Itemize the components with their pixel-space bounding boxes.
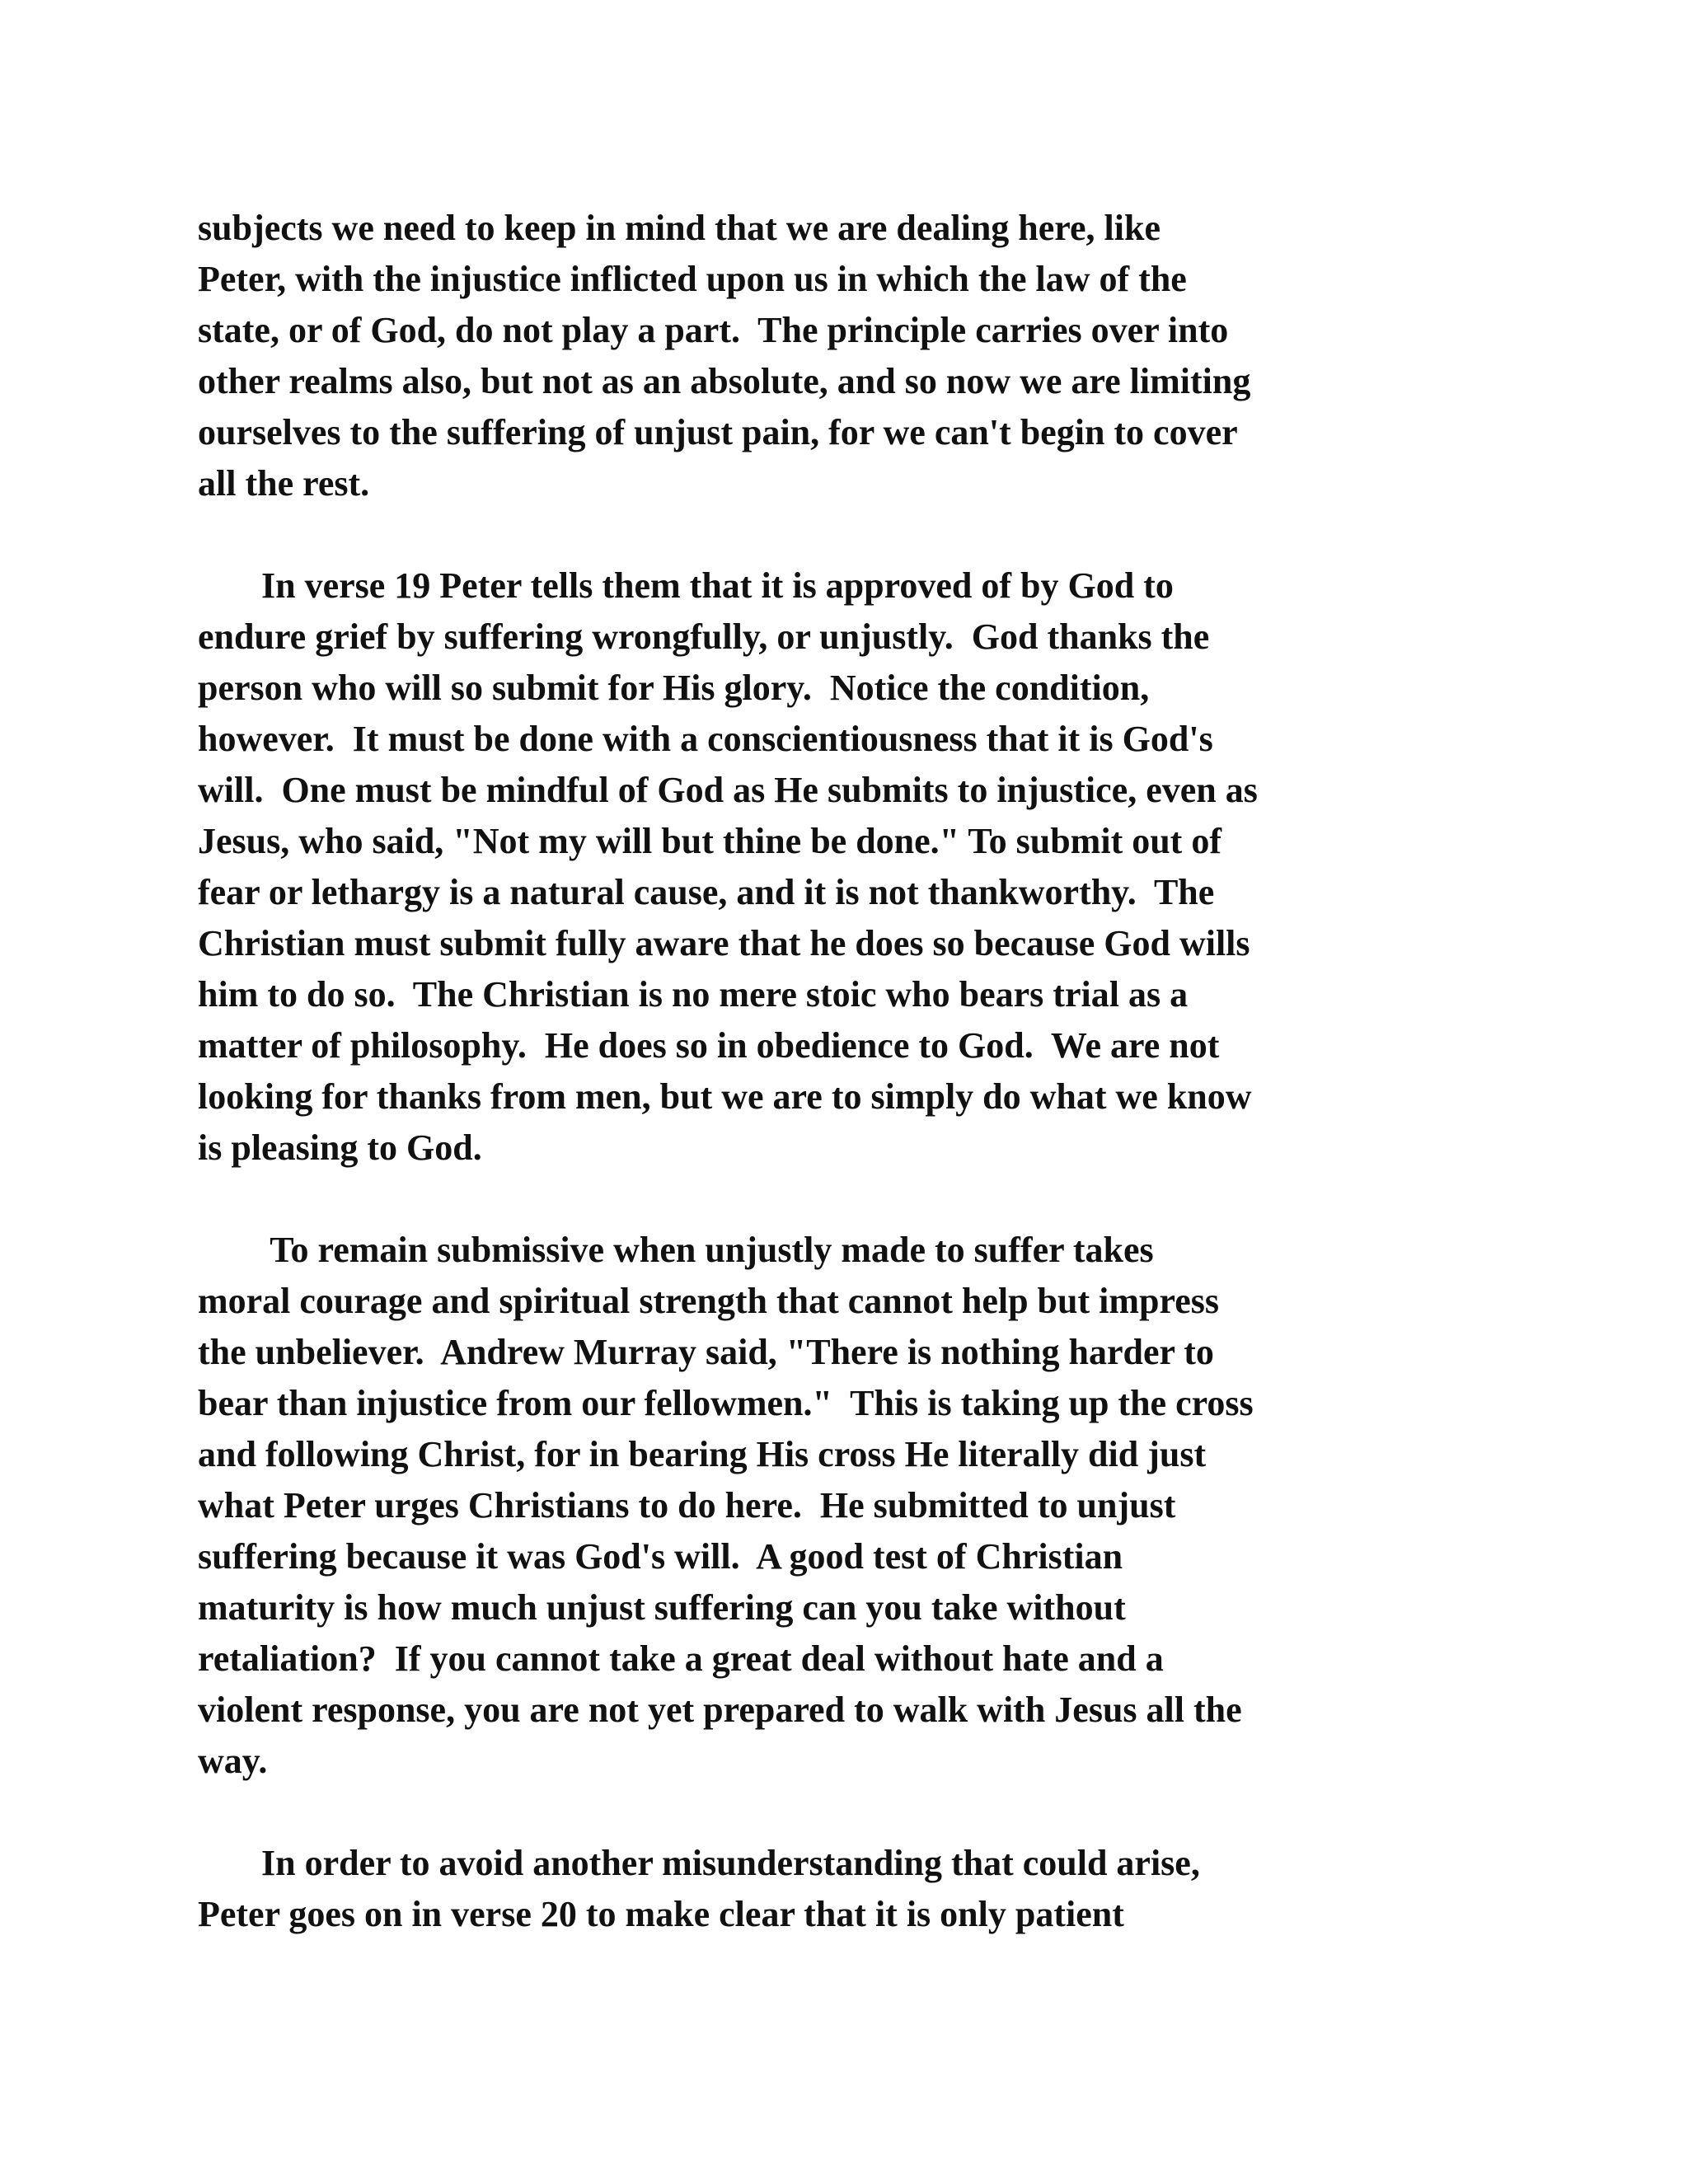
text-line: In verse 19 Peter tells them that it is approved of by God to <box>198 565 1174 606</box>
text-line: retaliation? If you cannot take a great deal without hate and a <box>198 1638 1164 1679</box>
text-line: matter of philosophy. He does so in obedience to God. We are not <box>198 1025 1220 1066</box>
paragraph-gap <box>198 1787 1517 1838</box>
paragraph-gap <box>198 509 1517 560</box>
text-line: however. It must be done with a conscientiousness that it is God's <box>198 719 1213 759</box>
text-line: all the rest. <box>198 463 370 504</box>
paragraph-4 <box>198 1838 1517 1940</box>
text-line: violent response, you are not yet prepared to walk with Jesus all the <box>198 1690 1242 1730</box>
text-line: In order to avoid another misunderstanding that could arise, <box>198 1843 1200 1883</box>
text-line: Jesus, who said, "Not my will but thine be done." To submit out of <box>198 821 1221 861</box>
body-text <box>198 203 1517 1940</box>
paragraph-3 <box>198 1225 1517 1787</box>
text-line: other realms also, but not as an absolute, and so now we are limiting <box>198 361 1251 401</box>
text-line: bear than injustice from our fellowmen." This is taking up the cross <box>198 1383 1254 1423</box>
text-line: fear or lethargy is a natural cause, and it is not thankworthy. The <box>198 872 1215 912</box>
paragraph-2 <box>198 560 1517 1174</box>
text-line: will. One must be mindful of God as He submits to injustice, even as <box>198 770 1258 810</box>
text-line: person who will so submit for His glory. Notice the condition, <box>198 668 1150 708</box>
text-line: what Peter urges Christians to do here. He submitted to unjust <box>198 1485 1176 1526</box>
text-line: Christian must submit fully aware that he does so because God wills <box>198 923 1250 963</box>
text-line: endure grief by suffering wrongfully, or unjustly. God thanks the <box>198 616 1210 657</box>
paragraph-1 <box>198 203 1517 509</box>
text-line: Peter goes on in verse 20 to make clear that it is only patient <box>198 1894 1124 1934</box>
text-line: Peter, with the injustice inflicted upon us in which the law of the <box>198 259 1187 299</box>
text-line: is pleasing to God. <box>198 1127 482 1168</box>
text-line: looking for thanks from men, but we are to simply do what we know <box>198 1076 1252 1117</box>
text-line: suffering because it was God's will. A good test of Christian <box>198 1536 1123 1577</box>
text-line: maturity is how much unjust suffering can you take without <box>198 1587 1126 1628</box>
text-line: ourselves to the suffering of unjust pain, for we can't begin to cover <box>198 412 1238 452</box>
text-line: To remain submissive when unjustly made to suffer takes <box>198 1230 1154 1270</box>
paragraph-gap <box>198 1174 1517 1225</box>
text-line: him to do so. The Christian is no mere stoic who bears trial as a <box>198 974 1189 1015</box>
text-line: the unbeliever. Andrew Murray said, "There is nothing harder to <box>198 1332 1214 1372</box>
text-line: state, or of God, do not play a part. The principle carries over into <box>198 310 1229 350</box>
text-line: subjects we need to keep in mind that we are dealing here, like <box>198 208 1160 248</box>
text-line: and following Christ, for in bearing His cross He literally did just <box>198 1434 1207 1474</box>
text-line: way. <box>198 1741 268 1781</box>
text-line: moral courage and spiritual strength that cannot help but impress <box>198 1281 1220 1321</box>
